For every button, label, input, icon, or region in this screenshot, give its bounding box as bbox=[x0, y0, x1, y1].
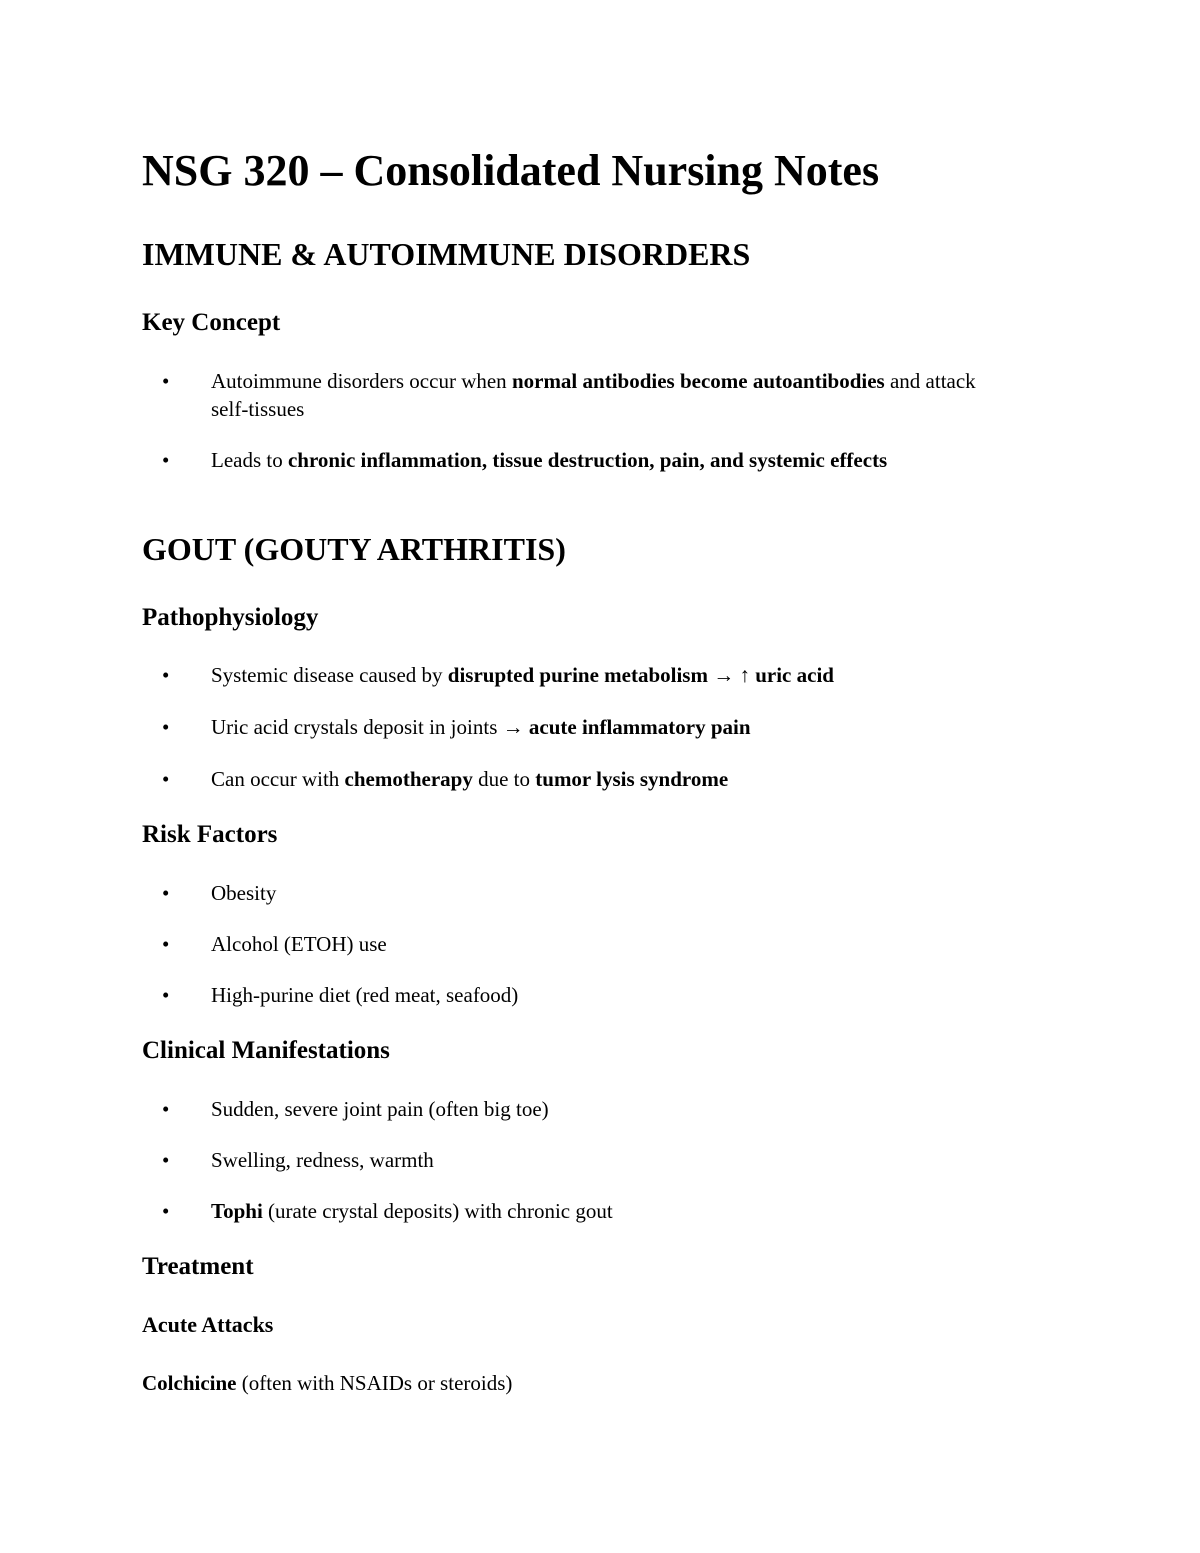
bullet-icon: • bbox=[162, 715, 170, 739]
bullet-icon: • bbox=[162, 881, 170, 905]
bullet-icon: • bbox=[162, 369, 170, 393]
bullet-icon: • bbox=[162, 932, 170, 956]
bullet-icon: • bbox=[162, 1148, 170, 1172]
section-heading-gout: GOUT (GOUTY ARTHRITIS) bbox=[142, 531, 566, 567]
bullet-text: Leads to chronic inflammation, tissue destruction, pain, and systemic effects bbox=[211, 448, 888, 472]
bullet-text: Systemic disease caused by disrupted purine metabolism → ↑ uric acid bbox=[211, 663, 834, 687]
subheading-acute-attacks: Acute Attacks bbox=[142, 1312, 274, 1337]
bullet-icon: • bbox=[162, 767, 170, 791]
subheading-key-concept: Key Concept bbox=[142, 309, 281, 336]
bullet-icon: • bbox=[162, 1097, 170, 1121]
bullet-text: Obesity bbox=[211, 881, 277, 905]
treatment-paragraph: Colchicine (often with NSAIDs or steroids) bbox=[142, 1371, 513, 1395]
bullet-text: Alcohol (ETOH) use bbox=[211, 932, 387, 956]
bullet-text: Autoimmune disorders occur when normal antibodies become autoantibodies and attack self-tissues bbox=[211, 369, 976, 421]
bullet-icon: • bbox=[162, 983, 170, 1007]
bullet-text: Can occur with chemotherapy due to tumor lysis syndrome bbox=[211, 767, 729, 791]
section-heading-immune: IMMUNE & AUTOIMMUNE DISORDERS bbox=[142, 236, 751, 272]
subheading-treatment: Treatment bbox=[142, 1253, 254, 1280]
document-title: NSG 320 – Consolidated Nursing Notes bbox=[142, 146, 880, 195]
bullet-icon: • bbox=[162, 1199, 170, 1223]
bullet-text: Sudden, severe joint pain (often big toe) bbox=[211, 1097, 549, 1121]
subheading-risk-factors: Risk Factors bbox=[142, 821, 278, 848]
subheading-pathophysiology: Pathophysiology bbox=[142, 604, 319, 631]
bullet-icon: • bbox=[162, 448, 170, 472]
subheading-clinical-manifestations: Clinical Manifestations bbox=[142, 1037, 390, 1064]
bullet-icon: • bbox=[162, 663, 170, 687]
bullet-text: Uric acid crystals deposit in joints → acute inflammatory pain bbox=[211, 715, 751, 739]
bullet-text: High-purine diet (red meat, seafood) bbox=[211, 983, 519, 1007]
bullet-text: Tophi (urate crystal deposits) with chronic gout bbox=[211, 1199, 613, 1223]
bullet-text: Swelling, redness, warmth bbox=[211, 1148, 434, 1172]
